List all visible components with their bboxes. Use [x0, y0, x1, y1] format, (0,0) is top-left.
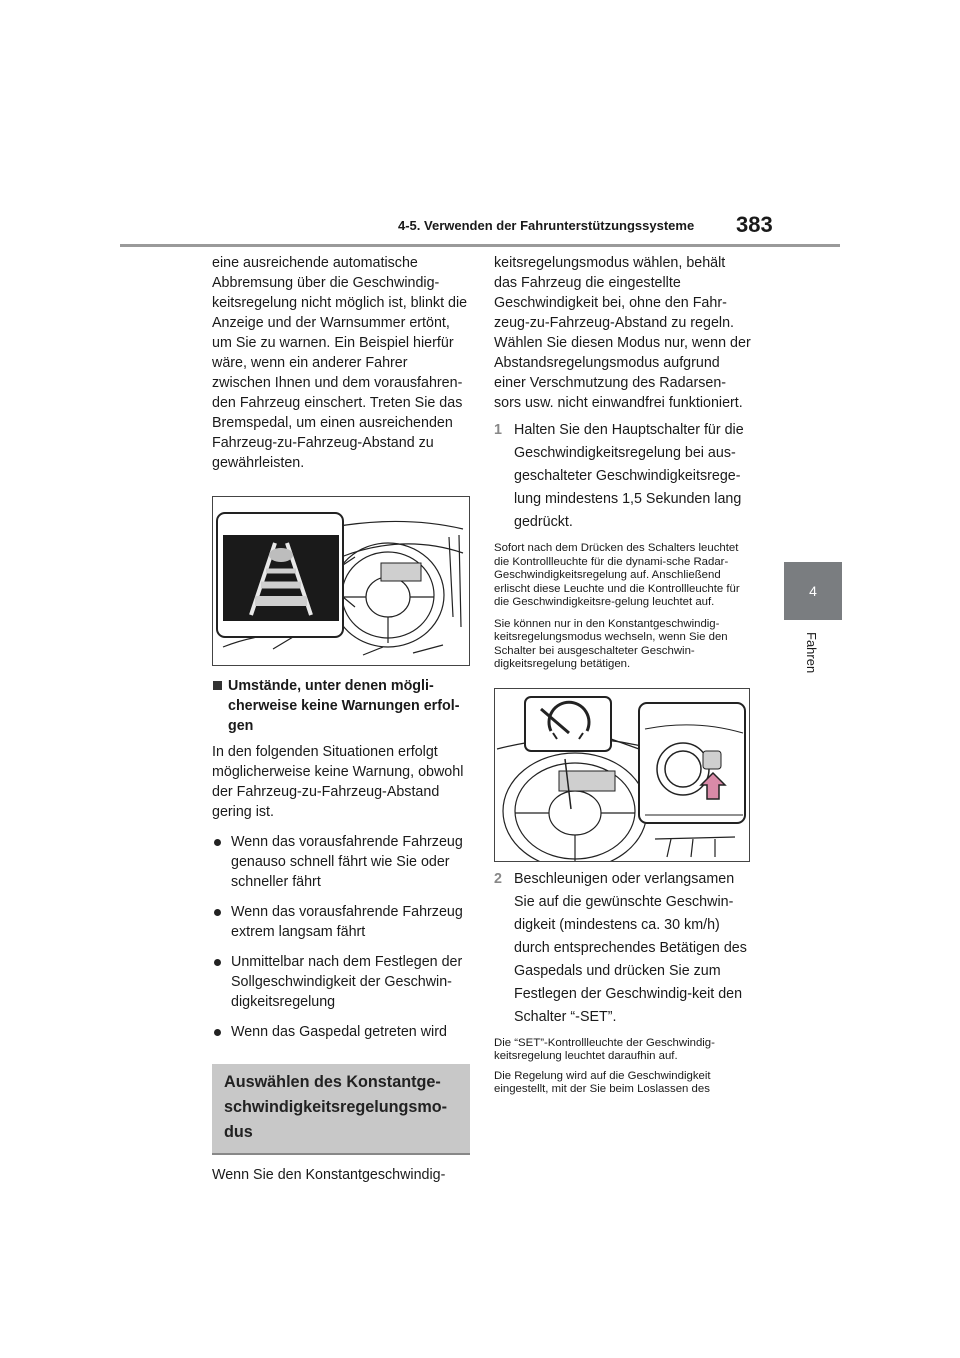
figure-main-switch: [494, 688, 750, 862]
step-1: 1 Halten Sie den Hauptschalter für die Geschwindigkeitsregelung bei aus-geschalteter Geschwindigkeitsrege-lung mindestens 1,5 Sekunden lang gedrückt.: [494, 419, 752, 534]
right-column: [494, 253, 752, 1097]
note: Sie können nur in den Konstantgeschwindig-keitsregelungsmodus wechseln, wenn Sie den Schalter bei ausgeschalteter Geschwin-digkeitsregelung betätigen.: [494, 617, 728, 670]
step-2: 2 Beschleunigen oder verlangsamen Sie auf die gewünschte Geschwin-digkeit (mindestens ca. 30 km/h) durch entsprechendes Betätigen des Gaspedals und drücken Sie zum Festlegen der Geschwindig-keit den Schalter “-SET”.: [494, 868, 752, 1029]
section-header: 4-5. Verwenden der Fahrunterstützungssysteme: [398, 218, 695, 233]
bullet-dot-icon: [214, 1029, 221, 1036]
chapter-tab: 4: [784, 562, 842, 620]
subheading-no-warnings: Umstände, unter denen mögli-cherweise keine Warnungen erfol-gen: [212, 676, 470, 736]
steering-switch-illustration: [495, 689, 749, 861]
square-bullet-icon: [213, 681, 222, 690]
list-item: Unmittelbar nach dem Festlegen der Sollgeschwindigkeit der Geschwin-digkeitsregelung: [212, 952, 470, 1012]
step-number: 1: [494, 422, 502, 438]
note: Sofort nach dem Drücken des Schalters leuchtet die Kontrollleuchte für die dynami-sche Radar-Geschwindigkeitsregelung auf. Anschließend erlischt diese Leuchte und die Kontrollleuchte für die Geschwindigkeitsre-gelung leuchtet auf.: [494, 542, 740, 608]
list-item: Wenn das vorausfahrende Fahrzeug extrem langsam fährt: [212, 902, 470, 942]
chapter-name: Fahren: [804, 632, 819, 674]
bullet-dot-icon: [214, 839, 221, 846]
note: Die Regelung wird auf die Geschwindigkeit eingestellt, mit der Sie beim Loslassen des: [494, 1069, 711, 1095]
list-item: Wenn das Gaspedal getreten wird: [212, 1022, 470, 1042]
page-number: 383: [736, 212, 773, 237]
paragraph: In den folgenden Situationen erfolgt möglicherweise keine Warnung, obwohl der Fahrzeug-zu-Fahrzeug-Abstand gering ist.: [212, 744, 464, 820]
figure-display-warning: [212, 496, 470, 666]
bullet-dot-icon: [214, 959, 221, 966]
list-item: Wenn das vorausfahrende Fahrzeug genauso schnell fährt wie Sie oder schneller fährt: [212, 832, 470, 892]
intro-paragraph: keitsregelungsmodus wählen, behält das Fahrzeug die eingestellte Geschwindigkeit bei, ohne den Fahr-zeug-zu-Fahrzeug-Abstand zu regeln. Wählen Sie diesen Modus nur, wenn der Abstandsregelungsmodus aufgrund einer Verschmutzung des Radarsen-sors usw. nicht einwandfrei funktioniert.: [494, 255, 751, 411]
paragraph: Wenn Sie den Konstantgeschwindig-: [212, 1167, 446, 1183]
left-column: [212, 253, 470, 1185]
intro-paragraph: eine ausreichende automatische Abbremsung über die Geschwindig-keitsregelung nicht möglich ist, blinkt die Anzeige und der Warnsummer ertönt, um Sie zu warnen. Ein Beispiel hierfür wäre, wenn ein anderer Fahrer zwischen Ihnen und dem vorausfahren-den Fahrzeug einschert. Treten Sie das Bremspedal, um einen ausreichenden Fahrzeug-zu-Fahrzeug-Abstand zu gewährleisten.: [212, 255, 468, 471]
note: Die “SET”-Kontrollleuchte der Geschwindig-keitsregelung leuchtet daraufhin auf.: [494, 1036, 715, 1062]
bullet-dot-icon: [214, 909, 221, 916]
step-number: 2: [494, 870, 502, 887]
dashboard-illustration: [213, 497, 469, 665]
header-divider: [120, 244, 840, 247]
section-title: Auswählen des Konstantge-schwindigkeitsregelungsmo-dus: [212, 1064, 470, 1155]
